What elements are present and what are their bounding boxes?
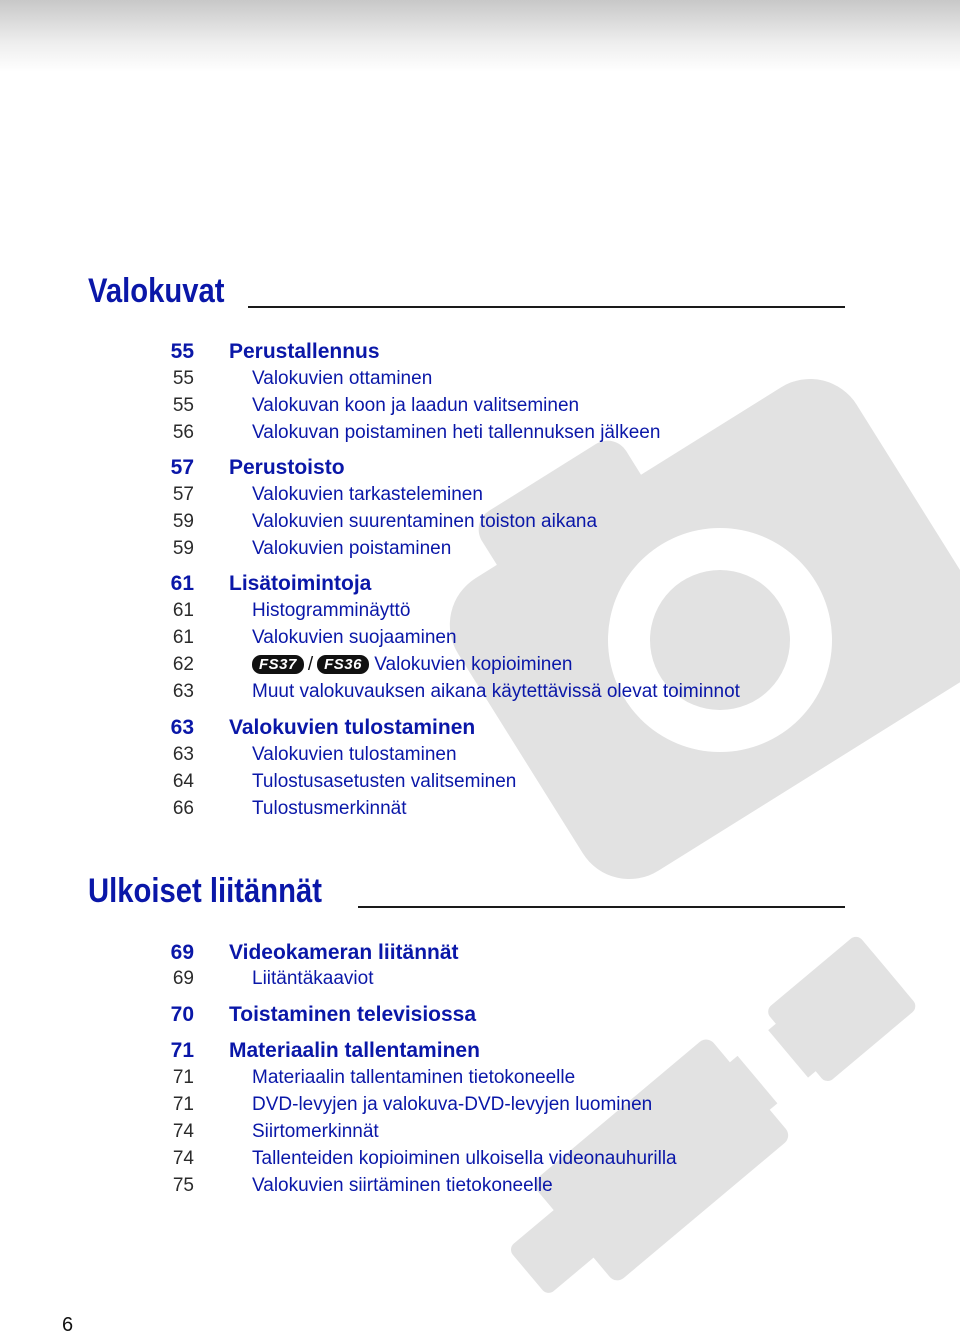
page-ref: 55 bbox=[172, 395, 194, 416]
page-number: 6 bbox=[62, 1314, 74, 1336]
entry-title: Histogramminäyttö bbox=[252, 600, 411, 621]
entry-title: Perustallennus bbox=[229, 340, 380, 363]
entry-title-with-badges bbox=[252, 653, 573, 677]
page-ref: 55 bbox=[172, 368, 194, 389]
page-ref: 71 bbox=[170, 1039, 194, 1062]
badge-separator: / bbox=[307, 654, 314, 675]
toc-entry[interactable] bbox=[0, 394, 900, 418]
section-rule bbox=[248, 306, 845, 308]
entry-title: Valokuvien suurentaminen toiston aikana bbox=[252, 511, 598, 532]
page-ref: 71 bbox=[172, 1067, 194, 1088]
entry-title: Valokuvan koon ja laadun valitseminen bbox=[252, 395, 580, 416]
toc-entry[interactable] bbox=[0, 421, 900, 445]
section-title: Valokuvat bbox=[88, 272, 225, 310]
page-ref: 71 bbox=[172, 1094, 194, 1115]
page-ref: 57 bbox=[172, 484, 194, 505]
entry-title: Lisätoimintoja bbox=[229, 572, 372, 595]
page-ref: 63 bbox=[172, 681, 194, 702]
page-ref: 64 bbox=[172, 771, 194, 792]
entry-title: Tulostusasetusten valitseminen bbox=[252, 771, 517, 792]
page-ref: 70 bbox=[170, 1003, 194, 1026]
toc-entry[interactable] bbox=[0, 1120, 900, 1144]
toc-entry[interactable] bbox=[0, 340, 900, 364]
toc-entry[interactable] bbox=[0, 941, 900, 965]
toc-entry[interactable] bbox=[0, 367, 900, 391]
page-ref: 74 bbox=[172, 1148, 194, 1169]
page-ref: 62 bbox=[172, 654, 194, 675]
toc-entry[interactable] bbox=[0, 967, 900, 991]
entry-title: Siirtomerkinnät bbox=[252, 1121, 379, 1142]
entry-title: Muut valokuvauksen aikana käytettävissä olevat toiminnot bbox=[252, 681, 740, 702]
entry-title: Valokuvien tulostaminen bbox=[229, 716, 476, 739]
entry-title: Valokuvien siirtäminen tietokoneelle bbox=[252, 1175, 553, 1196]
toc-entry[interactable] bbox=[0, 1039, 900, 1063]
page-ref: 61 bbox=[170, 572, 194, 595]
entry-title: Tulostusmerkinnät bbox=[252, 798, 407, 819]
toc-entry[interactable] bbox=[0, 770, 900, 794]
toc-entry[interactable] bbox=[0, 1066, 900, 1090]
toc-entry[interactable] bbox=[0, 716, 900, 740]
entry-title: Videokameran liitännät bbox=[229, 941, 459, 964]
toc-entry[interactable] bbox=[0, 572, 900, 596]
section-header-valokuvat bbox=[88, 268, 848, 308]
page-ref: 75 bbox=[172, 1175, 194, 1196]
toc-entry[interactable] bbox=[0, 1003, 900, 1027]
page-ref: 66 bbox=[172, 798, 194, 819]
page-ref: 74 bbox=[172, 1121, 194, 1142]
entry-title: Valokuvien tarkasteleminen bbox=[252, 484, 483, 505]
section-title: Ulkoiset liitännät bbox=[88, 872, 322, 910]
toc-entry[interactable] bbox=[0, 456, 900, 480]
toc-entry[interactable] bbox=[0, 483, 900, 507]
page-ref: 61 bbox=[172, 600, 194, 621]
entry-title: Valokuvien suojaaminen bbox=[252, 627, 457, 648]
toc-entry[interactable] bbox=[0, 1174, 900, 1198]
toc-entry[interactable] bbox=[0, 743, 900, 767]
page-ref: 55 bbox=[170, 340, 194, 363]
toc-entry[interactable] bbox=[0, 537, 900, 561]
toc-entry[interactable] bbox=[0, 626, 900, 650]
toc-entry[interactable] bbox=[0, 510, 900, 534]
entry-title: Toistaminen televisiossa bbox=[229, 1003, 477, 1026]
model-badge-fs37: FS37 bbox=[252, 655, 304, 674]
section-rule bbox=[358, 906, 845, 908]
section-header-ulkoiset-liitannat bbox=[88, 868, 848, 908]
entry-title: Liitäntäkaaviot bbox=[252, 968, 374, 989]
entry-title: Valokuvien ottaminen bbox=[252, 368, 433, 389]
toc-entry[interactable] bbox=[0, 680, 900, 704]
page-ref: 59 bbox=[172, 511, 194, 532]
toc-entry[interactable] bbox=[0, 797, 900, 821]
page-ref: 56 bbox=[172, 422, 194, 443]
entry-title: Materiaalin tallentaminen bbox=[229, 1039, 480, 1062]
entry-title: Valokuvien kopioiminen bbox=[374, 654, 573, 675]
page-ref: 63 bbox=[170, 716, 194, 739]
entry-title: Perustoisto bbox=[229, 456, 345, 479]
page-ref: 57 bbox=[170, 456, 194, 479]
entry-title: Valokuvien tulostaminen bbox=[252, 744, 457, 765]
entry-title: Valokuvan poistaminen heti tallennuksen jälkeen bbox=[252, 422, 661, 443]
entry-title: Tallenteiden kopioiminen ulkoisella videonauhurilla bbox=[252, 1148, 677, 1169]
entry-title: Materiaalin tallentaminen tietokoneelle bbox=[252, 1067, 576, 1088]
entry-title: DVD-levyjen ja valokuva-DVD-levyjen luominen bbox=[252, 1094, 653, 1115]
page-ref: 69 bbox=[170, 941, 194, 964]
page-ref: 61 bbox=[172, 627, 194, 648]
toc-entry[interactable] bbox=[0, 653, 900, 677]
page-ref: 69 bbox=[172, 968, 194, 989]
page-ref: 59 bbox=[172, 538, 194, 559]
toc-entry[interactable] bbox=[0, 1093, 900, 1117]
toc-entry[interactable] bbox=[0, 599, 900, 623]
page-ref: 63 bbox=[172, 744, 194, 765]
toc-entry[interactable] bbox=[0, 1147, 900, 1171]
entry-title: Valokuvien poistaminen bbox=[252, 538, 452, 559]
model-badge-fs36: FS36 bbox=[317, 655, 369, 674]
